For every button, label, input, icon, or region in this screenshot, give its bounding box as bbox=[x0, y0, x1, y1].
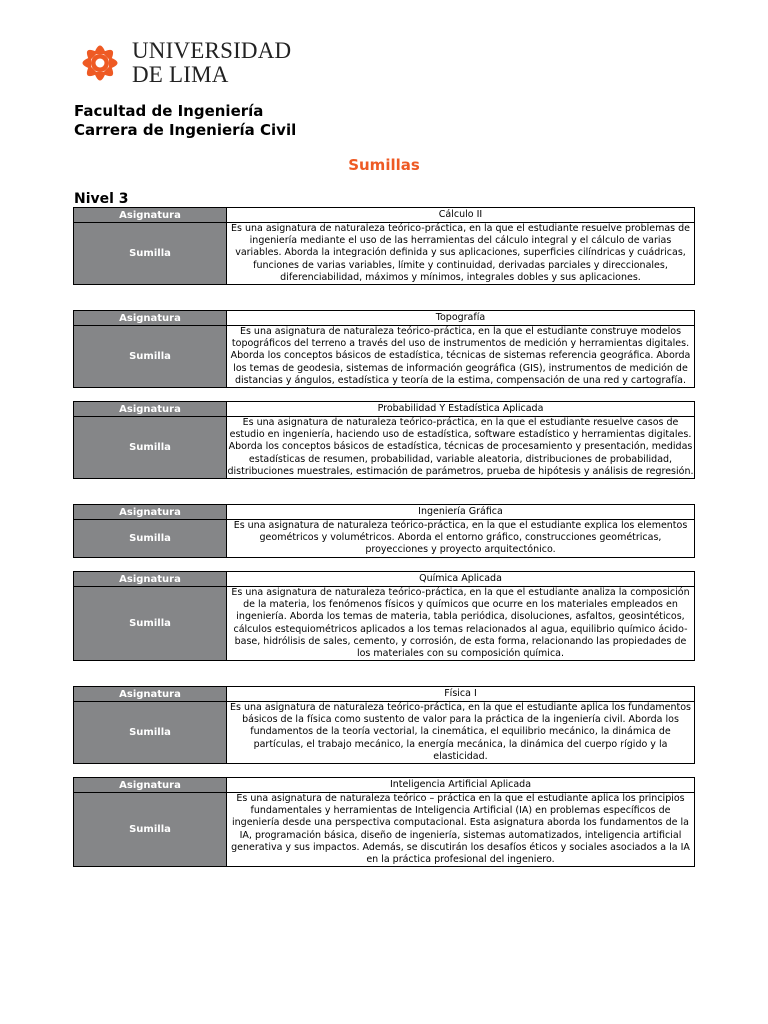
course-table bbox=[73, 401, 695, 479]
logo-line-1: UNIVERSIDAD bbox=[132, 38, 292, 63]
course-table bbox=[73, 777, 695, 867]
summary-label: Sumilla bbox=[74, 702, 227, 764]
course-summary: Es una asignatura de naturaleza teórico-práctica, en la que el estudiante aplica los fundamentos básicos de la física como sustento de valor para la práctica de la ingeniería civil. Aborda los fundamentos de la teoría vectorial, la cinemática, el equilibrio mecánico, la dinámica de partículas, el trabajo mecánico, la energía mecánica, la dinámica del cuerpo rígido y la elasticidad. bbox=[227, 702, 695, 764]
page-title: Sumillas bbox=[348, 156, 420, 174]
course-table bbox=[73, 571, 695, 661]
subject-label: Asignatura bbox=[74, 402, 227, 417]
course-summary: Es una asignatura de naturaleza teórico-práctica, en la que el estudiante explica los elementos geométricos y volumétricos. Aborda el entorno gráfico, construcciones geométricas, proyecciones y proyecto arquitectónico. bbox=[227, 520, 695, 558]
university-logo bbox=[74, 37, 292, 89]
logo-line-2: DE LIMA bbox=[132, 62, 229, 87]
sun-logo-icon bbox=[74, 37, 126, 89]
summary-label: Sumilla bbox=[74, 326, 227, 388]
course-summary: Es una asignatura de naturaleza teórico-práctica, en la que el estudiante resuelve casos de estudio en ingeniería, haciendo uso de estadística, software estadístico y herramientas digitales. Aborda los conceptos básicos de estadística, técnicas de procesamiento y presentación, medidas estadísticas de resumen, probabilidad, variable aleatoria, distribuciones de probabilidad, distribuciones muestrales, estimación de parámetros, prueba de hipótesis y análisis de regresión. bbox=[227, 417, 694, 477]
subject-label: Asignatura bbox=[74, 505, 227, 520]
course-table bbox=[73, 504, 695, 558]
subject-label: Asignatura bbox=[74, 311, 227, 326]
summary-label: Sumilla bbox=[74, 417, 227, 479]
career-name: Carrera de Ingeniería Civil bbox=[74, 121, 297, 139]
summary-label: Sumilla bbox=[74, 587, 227, 661]
course-name: Física I bbox=[227, 687, 695, 702]
course-summary: Es una asignatura de naturaleza teórico-práctica, en la que el estudiante resuelve problemas de ingeniería mediante el uso de las herramientas del cálculo integral y el cálculo de varias variables. Aborda la integración definida y sus aplicaciones, superficies cilíndricas y cuádricas, funciones de varias variables, límite y continuidad, derivadas parciales y direccionales, diferenciabilidad, máximos y mínimos, integrales dobles y sus aplicaciones. bbox=[227, 223, 695, 285]
course-summary: Es una asignatura de naturaleza teórico – práctica en la que el estudiante aplica los principios fundamentales y herramientas de Inteligencia Artificial (IA) en problemas específicos de ingeniería desde una perspectiva computacional. Esta asignatura aborda los fundamentos de la IA, programación básica, diseño de ingeniería, sistemas automatizados, inteligencia artificial generativa y sus impactos. Además, se discutirán los desafíos éticos y sociales asociados a la IA en la práctica profesional del ingeniero. bbox=[227, 793, 695, 867]
course-table bbox=[73, 207, 695, 285]
course-name: Probabilidad Y Estadística Aplicada bbox=[227, 402, 695, 417]
course-table bbox=[73, 310, 695, 388]
logo-wordmark bbox=[132, 39, 291, 87]
summary-label: Sumilla bbox=[74, 520, 227, 558]
summary-label: Sumilla bbox=[74, 223, 227, 285]
subject-label: Asignatura bbox=[74, 572, 227, 587]
subject-label: Asignatura bbox=[74, 687, 227, 702]
level-heading: Nivel 3 bbox=[74, 191, 129, 207]
course-summary: Es una asignatura de naturaleza teórico-práctica, en la que el estudiante construye modelos topográficos del terreno a través del uso de instrumentos de medición y herramientas digitales. Aborda los conceptos básicos de estadística, técnicas de sistemas referencia geográfica. Aborda los temas de geodesia, sistemas de información geográfica (GIS), instrumentos de medición de distancias y ángulos, estadística y teoría de la estima, compensación de una red y cartografía. bbox=[227, 326, 695, 388]
course-name: Inteligencia Artificial Aplicada bbox=[227, 778, 695, 793]
course-name: Cálculo II bbox=[227, 208, 695, 223]
subject-label: Asignatura bbox=[74, 778, 227, 793]
course-name: Ingeniería Gráfica bbox=[227, 505, 695, 520]
faculty-name: Facultad de Ingeniería bbox=[74, 102, 264, 120]
faculty-heading bbox=[74, 102, 296, 140]
course-summary: Es una asignatura de naturaleza teórico-práctica, en la que el estudiante analiza la composición de la materia, los fenómenos físicos y químicos que ocurre en los materiales empleados en ingeniería. Aborda los temas de materia, tabla periódica, disoluciones, asfaltos, geosintéticos, cálculos estequiométricos aplicados a los temas relacionados al agua, equilibrio químico ácido-base, hidrólisis de sales, cemento, y corrosión, de esta forma, relacionando las propiedades de los materiales con su composición química. bbox=[227, 587, 695, 661]
course-table bbox=[73, 686, 695, 764]
subject-label: Asignatura bbox=[74, 208, 227, 223]
course-name: Química Aplicada bbox=[227, 572, 695, 587]
course-name: Topografía bbox=[227, 311, 695, 326]
summary-label: Sumilla bbox=[74, 793, 227, 867]
